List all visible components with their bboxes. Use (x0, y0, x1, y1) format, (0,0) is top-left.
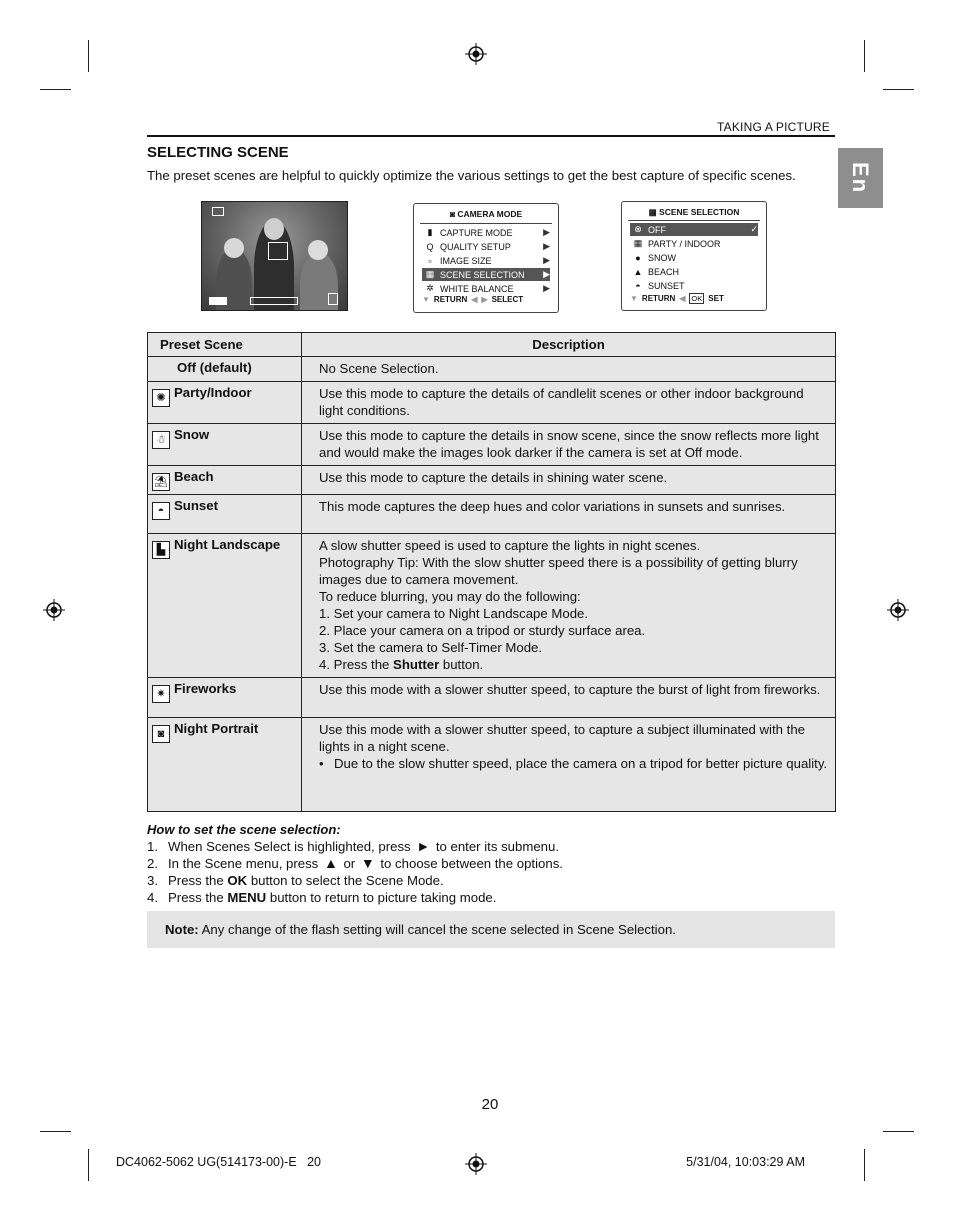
sunset-icon: ◓ (635, 280, 641, 291)
description-cell (302, 495, 836, 534)
step-text-part: to choose between the options. (376, 856, 563, 871)
preset-scene-name: Party/Indoor (174, 385, 252, 400)
howto-step (147, 838, 563, 855)
step-text (168, 855, 563, 872)
crop-mark (40, 1131, 71, 1132)
description-line: Use this mode to capture the details in shining water scene. (319, 470, 668, 485)
menu-item-label: OFF (648, 224, 666, 235)
off-icon: ⊗ (634, 224, 642, 234)
down-arrow-icon: ▼ (422, 295, 430, 304)
menu-item[interactable] (630, 251, 758, 264)
camera-mode-menu (413, 203, 559, 313)
step-text (168, 838, 559, 855)
description-cell (302, 678, 836, 718)
select-label: SELECT (491, 295, 524, 304)
checkmark-icon: ✓ (750, 224, 758, 234)
battery-icon (209, 297, 227, 305)
step-text-part: Press the (168, 890, 228, 905)
preset-scene-table (147, 332, 836, 812)
crop-mark (864, 40, 865, 72)
photo-subject (264, 218, 284, 240)
step-text-part: Press the (168, 873, 228, 888)
registration-mark-icon (887, 599, 909, 621)
night-landscape-icon: ▙ (152, 541, 170, 559)
registration-mark-icon (465, 1153, 487, 1175)
print-slug-left: DC4062-5062 UG(514173-00)-E 20 (116, 1155, 321, 1169)
column-header-preset-scene: Preset Scene (148, 333, 302, 357)
night-portrait-icon: ◙ (152, 725, 170, 743)
white-balance-icon: ✲ (426, 283, 434, 293)
description-line: Use this mode to capture the details of candlelit scenes or other indoor background light conditions. (319, 386, 804, 418)
note-label: Note: (165, 922, 199, 937)
howto-step (147, 872, 563, 889)
image-size-icon: ▫ (428, 255, 432, 266)
table-header-row (148, 333, 836, 357)
camera-mode-menu-footer (422, 295, 550, 304)
step-number: 2. (147, 856, 158, 871)
preset-scene-name: Sunset (174, 498, 218, 513)
down-arrow-icon: ▼ (360, 855, 375, 871)
step-text-part: In the Scene menu, press (168, 856, 322, 871)
table-row (148, 495, 836, 534)
description-cell (302, 382, 836, 424)
fireworks-icon: ✷ (152, 685, 170, 703)
camera-icon: ◙ (449, 209, 455, 219)
menu-item-label: IMAGE SIZE (440, 255, 492, 266)
preset-scene-cell (148, 534, 302, 678)
step-text-part: When Scenes Select is highlighted, press (168, 839, 415, 854)
description-line: Use this mode to capture the details in snow scene, since the snow reflects more light and would make the images look darker if the camera is set at Off mode. (319, 428, 819, 460)
step-number: 4. (147, 890, 158, 905)
crop-mark (883, 1131, 914, 1132)
step-text-part: button to return to picture taking mode. (266, 890, 497, 905)
table-row (148, 424, 836, 466)
step-text (168, 872, 444, 889)
crop-mark (883, 89, 914, 90)
right-arrow-icon: ▶ (543, 255, 550, 265)
menu-item-label: QUALITY SETUP (440, 241, 511, 252)
scene-selection-menu-title-text: SCENE SELECTION (659, 207, 740, 217)
memory-card-icon (328, 293, 338, 305)
shutter-label: Shutter (393, 657, 440, 672)
camera-status-icon (212, 207, 224, 216)
registration-mark-icon (43, 599, 65, 621)
table-row (148, 678, 836, 718)
description-line: 3. Set the camera to Self-Timer Mode. (319, 640, 543, 655)
description-line: Use this mode with a slower shutter speed, to capture a subject illuminated with the lights in a night scene. (319, 722, 805, 754)
running-header: TAKING A PICTURE (717, 120, 830, 134)
table-row (148, 357, 836, 382)
language-tab-label: En (848, 161, 874, 195)
howto-step (147, 889, 563, 906)
preset-scene-name: Snow (174, 427, 210, 442)
menu-item[interactable] (422, 240, 550, 253)
scene-selection-menu-title (622, 207, 766, 218)
menu-item[interactable] (630, 279, 758, 292)
menu-item-label: SUNSET (648, 280, 685, 291)
preset-scene-cell (148, 466, 302, 495)
howto-steps (147, 838, 563, 906)
party-indoor-icon: ✺ (152, 389, 170, 407)
menu-item[interactable] (422, 268, 550, 281)
quality-icon: Q (426, 241, 434, 252)
return-label: RETURN (641, 294, 676, 303)
right-arrow-icon: ▶ (543, 241, 550, 251)
description-text: button. (439, 657, 484, 672)
menu-title-rule (628, 220, 760, 221)
zoom-bar (250, 297, 298, 305)
print-slug-right: 5/31/04, 10:03:29 AM (686, 1155, 805, 1169)
menu-item[interactable] (422, 282, 550, 295)
beach-icon: ⛱ (152, 473, 170, 491)
photo-subject (308, 240, 328, 260)
preset-scene-cell (148, 678, 302, 718)
scene-icon: ▦ (648, 207, 657, 217)
registration-mark-icon (465, 43, 487, 65)
preset-scene-name: Off (default) (177, 360, 252, 375)
sunset-icon: ◓ (152, 502, 170, 520)
crop-mark (40, 89, 71, 90)
menu-item-label: SNOW (648, 252, 676, 263)
menu-item[interactable] (630, 223, 758, 236)
preset-scene-name: Fireworks (174, 681, 237, 696)
right-arrow-icon: ▶ (543, 283, 550, 293)
note-box (147, 911, 835, 948)
right-arrow-icon: ► (416, 838, 431, 854)
right-arrow-icon: ▶ (543, 269, 550, 279)
description-line (319, 656, 829, 673)
section-title: SELECTING SCENE (147, 144, 289, 161)
preset-scene-name: Night Landscape (174, 537, 281, 552)
step-text-part: to enter its submenu. (432, 839, 559, 854)
menu-item-label: SCENE SELECTION (440, 269, 525, 280)
description-line: To reduce blurring, you may do the following: (319, 589, 581, 604)
table-row (148, 718, 836, 812)
photo-subject (224, 238, 244, 258)
description-line: 2. Place your camera on a tripod or sturdy surface area. (319, 623, 646, 638)
step-number: 1. (147, 839, 158, 854)
description-cell (302, 357, 836, 382)
menu-item-label: BEACH (648, 266, 680, 277)
preset-scene-name: Night Portrait (174, 721, 259, 736)
camera-mode-menu-title (414, 209, 558, 219)
description-cell (302, 718, 836, 812)
snow-icon: ● (635, 252, 641, 263)
crop-mark (88, 40, 89, 72)
preset-scene-cell (148, 718, 302, 812)
preset-scene-cell (148, 357, 302, 382)
up-arrow-icon: ▲ (323, 855, 338, 871)
language-tab (838, 148, 883, 208)
crop-mark (88, 1149, 89, 1181)
focus-bracket (268, 242, 288, 260)
table-row (148, 466, 836, 495)
crop-mark (864, 1149, 865, 1181)
ok-icon: OK (691, 294, 703, 303)
howto-step (147, 855, 563, 872)
menu-item-label: PARTY / INDOOR (648, 238, 721, 249)
description-line: Photography Tip: With the slow shutter speed there is a possibility of getting blurry images due to camera movement. (319, 555, 798, 587)
step-text-part: or (339, 856, 359, 871)
menu-item[interactable] (422, 254, 550, 267)
howto-title: How to set the scene selection: (147, 822, 341, 837)
left-arrow-icon: ◀ (679, 294, 686, 303)
set-label: SET (708, 294, 724, 303)
beach-icon: ▲ (633, 266, 643, 277)
description-line: Use this mode with a slower shutter speed, to capture the burst of light from fireworks. (319, 682, 821, 697)
description-cell (302, 466, 836, 495)
right-arrow-icon: ▶ (543, 227, 550, 237)
description-cell (302, 534, 836, 678)
description-line: A slow shutter speed is used to capture the lights in night scenes. (319, 538, 701, 553)
menu-title-rule (420, 223, 552, 224)
button-name: MENU (227, 890, 267, 905)
down-arrow-icon: ▼ (630, 294, 638, 303)
scene-selection-menu (621, 201, 767, 311)
table-row (148, 534, 836, 678)
description-line: This mode captures the deep hues and color variations in sunsets and sunrises. (319, 499, 786, 514)
lcd-preview-photo (201, 201, 348, 311)
table-row (148, 382, 836, 424)
preset-scene-cell (148, 382, 302, 424)
menu-item[interactable] (630, 265, 758, 278)
page-number: 20 (481, 1096, 499, 1113)
scene-selection-menu-footer (630, 293, 758, 304)
preset-scene-cell (148, 424, 302, 466)
menu-item[interactable] (422, 226, 550, 239)
scene-icon: ▦ (425, 269, 435, 279)
right-arrow-icon: ▶ (481, 295, 488, 304)
description-text: 4. Press the (319, 657, 394, 672)
preset-scene-cell (148, 495, 302, 534)
camera-mode-menu-title-text: CAMERA MODE (457, 209, 523, 219)
step-text-part: button to select the Scene Mode. (247, 873, 444, 888)
menu-item-label: WHITE BALANCE (440, 283, 514, 294)
button-name: OK (227, 873, 248, 888)
intro-paragraph: The preset scenes are helpful to quickly optimize the various settings to get the best capture of specific scenes. (147, 168, 796, 183)
camera-mode-icon: ▮ (427, 227, 433, 237)
note-text: Any change of the flash setting will cancel the scene selected in Scene Selection. (198, 922, 676, 937)
preset-scene-name: Beach (174, 469, 214, 484)
step-text (168, 889, 496, 906)
left-arrow-icon: ◀ (471, 295, 478, 304)
party-indoor-icon: ▦ (633, 238, 643, 248)
return-label: RETURN (433, 295, 468, 304)
description-line: No Scene Selection. (319, 361, 439, 376)
header-rule (147, 135, 835, 137)
menu-item[interactable] (630, 237, 758, 250)
description-line: 1. Set your camera to Night Landscape Mode. (319, 606, 589, 621)
step-number: 3. (147, 873, 158, 888)
snow-icon: ☃ (152, 431, 170, 449)
description-cell (302, 424, 836, 466)
column-header-description: Description (302, 333, 836, 357)
bullet-item: • Due to the slow shutter speed, place the camera on a tripod for better picture quality. (319, 755, 829, 772)
menu-item-label: CAPTURE MODE (440, 227, 513, 238)
